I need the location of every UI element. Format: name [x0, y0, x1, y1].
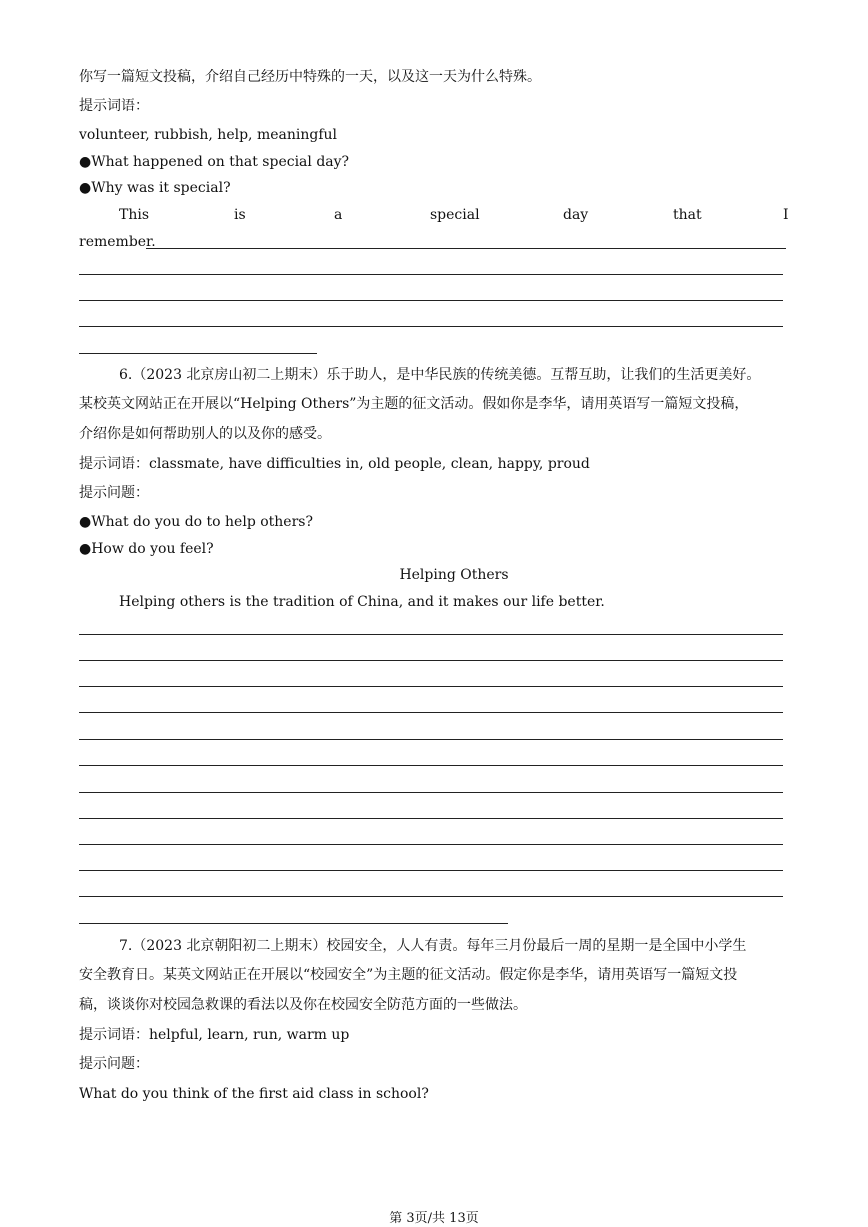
- q6-prompt-line-3: 介绍你是如何帮助别人的以及你的感受。: [79, 426, 331, 442]
- answer-line: [79, 660, 783, 661]
- answer-line: [79, 634, 783, 635]
- q7-hint-words: 提示词语：helpful, learn, run, warm up: [79, 1027, 350, 1043]
- answer-line: [79, 274, 783, 275]
- q6-opening-sentence: Helping others is the tradition of China, and it makes our life better.: [119, 594, 605, 610]
- q7-prompt-line-1: 7.（2023 北京朝阳初二上期末）校园安全，人人有责。每年三月份最后一周的星期一是全国中小学生: [119, 938, 747, 954]
- answer-line: [79, 923, 508, 924]
- q5-opening-word: day: [563, 207, 589, 223]
- q7-prompt-line-2: 安全教育日。某英文网站正在开展以“校园安全”为主题的征文活动。假定你是李华，请用英语写一篇短文投: [79, 967, 738, 983]
- q5-opening-word: I: [783, 207, 789, 223]
- q6-hint-questions-label: 提示问题：: [79, 485, 149, 501]
- q5-opening-word: This: [119, 207, 150, 223]
- page-number: 第 3页/共 13页: [389, 1211, 479, 1226]
- answer-line: [79, 712, 783, 713]
- q6-essay-title: Helping Others: [399, 567, 509, 583]
- answer-line: [146, 248, 786, 249]
- q5-opening-word: a: [334, 207, 343, 223]
- q7-hint-questions-label: 提示问题：: [79, 1056, 149, 1072]
- answer-line: [79, 765, 783, 766]
- answer-line: [79, 870, 783, 871]
- answer-line: [79, 300, 783, 301]
- answer-line: [79, 326, 783, 327]
- q6-prompt-line-2: 某校英文网站正在开展以“Helping Others”为主题的征文活动。假如你是李华，请用英语写一篇短文投稿，: [79, 396, 749, 412]
- q5-prompt-tail: 你写一篇短文投稿，介绍自己经历中特殊的一天，以及这一天为什么特殊。: [79, 69, 541, 85]
- q6-question-1: ●What do you do to help others?: [79, 514, 313, 530]
- q5-hint-words-label: 提示词语：: [79, 98, 149, 114]
- answer-line: [79, 844, 783, 845]
- q5-opening-word: special: [430, 207, 480, 223]
- answer-line: [79, 792, 783, 793]
- q5-hint-words: volunteer, rubbish, help, meaningful: [79, 127, 338, 143]
- answer-line: [79, 818, 783, 819]
- q5-opening-word: is: [234, 207, 246, 223]
- q6-hint-words: 提示词语：classmate, have difficulties in, old people, clean, happy, proud: [79, 456, 590, 472]
- q6-question-2: ●How do you feel?: [79, 541, 214, 557]
- q6-prompt-line-1: 6.（2023 北京房山初二上期末）乐于助人，是中华民族的传统美德。互帮互助，让我们的生活更美好。: [119, 367, 761, 383]
- q7-question-1: What do you think of the first aid class in school?: [79, 1086, 429, 1102]
- q7-prompt-line-3: 稿，谈谈你对校园急救课的看法以及你在校园安全防范方面的一些做法。: [79, 997, 527, 1013]
- q5-question-1: ●What happened on that special day?: [79, 154, 350, 170]
- answer-line: [79, 353, 317, 354]
- q5-opening-line-2: remember.: [79, 234, 156, 250]
- answer-line: [79, 686, 783, 687]
- answer-line: [79, 896, 783, 897]
- q5-question-2: ●Why was it special?: [79, 180, 231, 196]
- q5-opening-word: that: [673, 207, 702, 223]
- answer-line: [79, 739, 783, 740]
